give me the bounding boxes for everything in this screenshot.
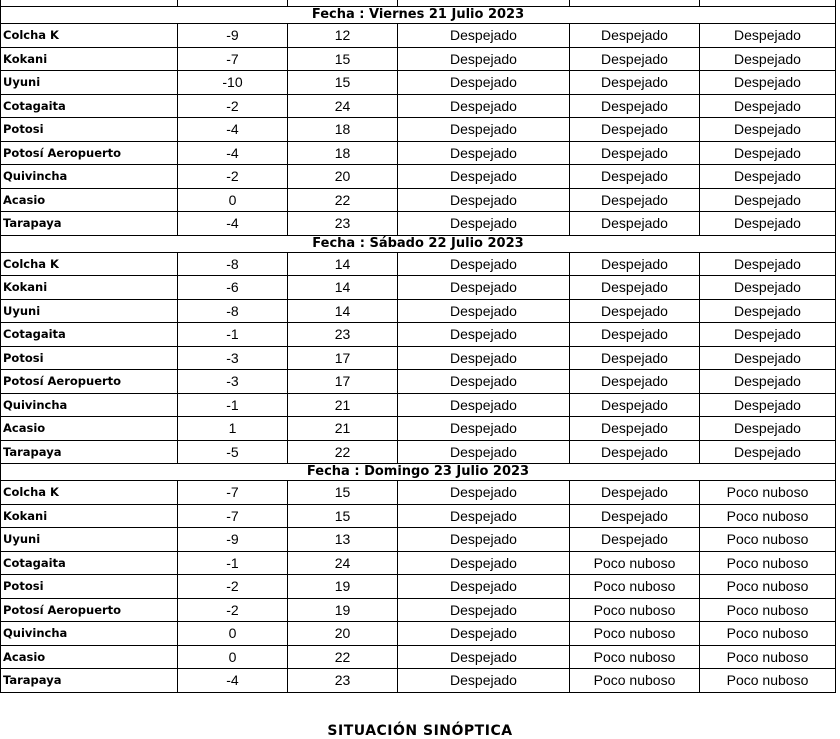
- condition-cell: Despejado: [570, 118, 700, 142]
- table-row: [1, 276, 836, 300]
- temp-min-cell: -2: [178, 598, 288, 622]
- station-name: Potosí Aeropuerto: [1, 598, 178, 622]
- condition-cell: Despejado: [398, 440, 570, 464]
- temp-min-cell: -4: [178, 212, 288, 236]
- temp-max-cell: 20: [288, 622, 398, 646]
- condition-cell: Despejado: [398, 528, 570, 552]
- condition-cell: Despejado: [570, 299, 700, 323]
- table-row: [1, 118, 836, 142]
- condition-cell: Poco nuboso: [700, 669, 836, 693]
- condition-cell: Poco nuboso: [700, 481, 836, 505]
- temp-max-cell: 20: [288, 165, 398, 189]
- temp-min-cell: -7: [178, 47, 288, 71]
- condition-cell: Despejado: [700, 417, 836, 441]
- temp-min-cell: -5: [178, 440, 288, 464]
- condition-cell: Despejado: [700, 346, 836, 370]
- condition-cell: Despejado: [700, 188, 836, 212]
- table-row: [1, 551, 836, 575]
- temp-max-cell: 15: [288, 47, 398, 71]
- temp-max-cell: 23: [288, 212, 398, 236]
- condition-cell: Despejado: [700, 47, 836, 71]
- condition-cell: Despejado: [700, 393, 836, 417]
- table-row: [1, 212, 836, 236]
- station-name: Potosi: [1, 575, 178, 599]
- condition-cell: Despejado: [570, 276, 700, 300]
- station-name: Potosi: [1, 346, 178, 370]
- condition-cell: Despejado: [398, 212, 570, 236]
- temp-min-cell: 0: [178, 188, 288, 212]
- table-row: [1, 24, 836, 48]
- condition-cell: Despejado: [700, 165, 836, 189]
- station-name: Cotagaita: [1, 94, 178, 118]
- station-name: Kokani: [1, 276, 178, 300]
- table-row: [1, 323, 836, 347]
- temp-min-cell: -2: [178, 575, 288, 599]
- temp-min-cell: -3: [178, 346, 288, 370]
- condition-cell: Poco nuboso: [700, 528, 836, 552]
- condition-cell: Despejado: [570, 393, 700, 417]
- condition-cell: Poco nuboso: [700, 645, 836, 669]
- condition-cell: Despejado: [570, 94, 700, 118]
- condition-cell: Poco nuboso: [570, 551, 700, 575]
- condition-cell: Despejado: [700, 370, 836, 394]
- temp-max-cell: 24: [288, 94, 398, 118]
- station-name: Tarapaya: [1, 669, 178, 693]
- date-label: Fecha : Domingo 23 Julio 2023: [1, 464, 836, 481]
- table-row: [1, 598, 836, 622]
- condition-cell: Despejado: [570, 440, 700, 464]
- condition-cell: Despejado: [398, 669, 570, 693]
- condition-cell: Despejado: [398, 118, 570, 142]
- section-title: SITUACIÓN SINÓPTICA: [327, 723, 513, 739]
- station-name: Colcha K: [1, 24, 178, 48]
- condition-cell: Poco nuboso: [570, 645, 700, 669]
- table-row: [1, 299, 836, 323]
- temp-min-cell: -7: [178, 504, 288, 528]
- condition-cell: Despejado: [398, 252, 570, 276]
- condition-cell: Despejado: [570, 47, 700, 71]
- station-name: Quivincha: [1, 393, 178, 417]
- station-name: Quivincha: [1, 622, 178, 646]
- temp-min-cell: -6: [178, 276, 288, 300]
- table-row: [1, 94, 836, 118]
- temp-min-cell: -8: [178, 252, 288, 276]
- condition-cell: Despejado: [398, 575, 570, 599]
- temp-min-cell: 0: [178, 622, 288, 646]
- temp-max-cell: 13: [288, 528, 398, 552]
- table-row: [1, 346, 836, 370]
- condition-cell: Despejado: [398, 504, 570, 528]
- table-row: [1, 622, 836, 646]
- temp-min-cell: 0: [178, 645, 288, 669]
- condition-cell: Despejado: [570, 528, 700, 552]
- condition-cell: Despejado: [700, 94, 836, 118]
- temp-max-cell: 15: [288, 504, 398, 528]
- table-row: [1, 188, 836, 212]
- table-row: [1, 440, 836, 464]
- condition-cell: Despejado: [570, 165, 700, 189]
- table-row: [1, 481, 836, 505]
- temp-min-cell: -1: [178, 323, 288, 347]
- table-row: [1, 528, 836, 552]
- condition-cell: Poco nuboso: [700, 575, 836, 599]
- condition-cell: Despejado: [398, 551, 570, 575]
- station-name: Uyuni: [1, 528, 178, 552]
- condition-cell: Poco nuboso: [700, 504, 836, 528]
- condition-cell: Despejado: [570, 370, 700, 394]
- condition-cell: Despejado: [700, 24, 836, 48]
- condition-cell: Despejado: [700, 276, 836, 300]
- date-header-row: [1, 7, 836, 24]
- temp-min-cell: 1: [178, 417, 288, 441]
- table-row: [1, 645, 836, 669]
- temp-max-cell: 21: [288, 393, 398, 417]
- condition-cell: Despejado: [398, 94, 570, 118]
- table-row: [1, 393, 836, 417]
- temp-max-cell: 12: [288, 24, 398, 48]
- table-row: [1, 669, 836, 693]
- condition-cell: Despejado: [398, 188, 570, 212]
- condition-cell: Despejado: [700, 440, 836, 464]
- station-name: Cotagaita: [1, 323, 178, 347]
- condition-cell: Despejado: [700, 323, 836, 347]
- condition-cell: Despejado: [398, 71, 570, 95]
- condition-cell: Despejado: [398, 370, 570, 394]
- condition-cell: Despejado: [570, 71, 700, 95]
- condition-cell: Despejado: [398, 645, 570, 669]
- condition-cell: Despejado: [398, 622, 570, 646]
- temp-min-cell: -4: [178, 141, 288, 165]
- table-row: [1, 141, 836, 165]
- temp-max-cell: 14: [288, 299, 398, 323]
- condition-cell: Despejado: [570, 417, 700, 441]
- station-name: Potosí Aeropuerto: [1, 141, 178, 165]
- station-name: Kokani: [1, 504, 178, 528]
- temp-max-cell: 14: [288, 252, 398, 276]
- condition-cell: Despejado: [570, 141, 700, 165]
- condition-cell: Poco nuboso: [570, 598, 700, 622]
- condition-cell: Despejado: [570, 504, 700, 528]
- condition-cell: Despejado: [570, 323, 700, 347]
- temp-min-cell: -4: [178, 118, 288, 142]
- condition-cell: Despejado: [398, 165, 570, 189]
- station-name: Tarapaya: [1, 212, 178, 236]
- station-name: Uyuni: [1, 71, 178, 95]
- condition-cell: Despejado: [398, 346, 570, 370]
- condition-cell: Despejado: [398, 598, 570, 622]
- station-name: Acasio: [1, 417, 178, 441]
- temp-max-cell: 14: [288, 276, 398, 300]
- table-row: [1, 417, 836, 441]
- temp-min-cell: -1: [178, 393, 288, 417]
- date-label: Fecha : Viernes 21 Julio 2023: [1, 7, 836, 24]
- condition-cell: Despejado: [570, 188, 700, 212]
- temp-max-cell: 19: [288, 598, 398, 622]
- condition-cell: Despejado: [398, 417, 570, 441]
- condition-cell: Despejado: [570, 481, 700, 505]
- condition-cell: Poco nuboso: [570, 622, 700, 646]
- temp-min-cell: -2: [178, 165, 288, 189]
- condition-cell: Despejado: [700, 71, 836, 95]
- temp-min-cell: -1: [178, 551, 288, 575]
- temp-max-cell: 17: [288, 370, 398, 394]
- station-name: Tarapaya: [1, 440, 178, 464]
- condition-cell: Despejado: [398, 323, 570, 347]
- temp-max-cell: 19: [288, 575, 398, 599]
- table-row: [1, 370, 836, 394]
- station-name: Quivincha: [1, 165, 178, 189]
- station-name: Uyuni: [1, 299, 178, 323]
- condition-cell: Despejado: [700, 118, 836, 142]
- temp-min-cell: -10: [178, 71, 288, 95]
- station-name: Colcha K: [1, 252, 178, 276]
- temp-min-cell: -7: [178, 481, 288, 505]
- temp-max-cell: 22: [288, 645, 398, 669]
- table-row: [1, 47, 836, 71]
- temp-max-cell: 21: [288, 417, 398, 441]
- condition-cell: Poco nuboso: [570, 669, 700, 693]
- condition-cell: Despejado: [570, 24, 700, 48]
- temp-max-cell: 15: [288, 481, 398, 505]
- station-name: Colcha K: [1, 481, 178, 505]
- table-row: [1, 504, 836, 528]
- date-label: Fecha : Sábado 22 Julio 2023: [1, 235, 836, 252]
- condition-cell: Poco nuboso: [570, 575, 700, 599]
- temp-max-cell: 23: [288, 323, 398, 347]
- temp-max-cell: 18: [288, 141, 398, 165]
- condition-cell: Despejado: [398, 393, 570, 417]
- temp-max-cell: 22: [288, 440, 398, 464]
- date-header-row: [1, 464, 836, 481]
- station-name: Potosí Aeropuerto: [1, 370, 178, 394]
- condition-cell: Despejado: [398, 481, 570, 505]
- temp-max-cell: 22: [288, 188, 398, 212]
- condition-cell: Despejado: [570, 252, 700, 276]
- temp-min-cell: -9: [178, 528, 288, 552]
- date-header-row: [1, 235, 836, 252]
- condition-cell: Despejado: [570, 212, 700, 236]
- table-row: [1, 575, 836, 599]
- condition-cell: Despejado: [398, 299, 570, 323]
- condition-cell: Poco nuboso: [700, 622, 836, 646]
- condition-cell: Despejado: [570, 346, 700, 370]
- condition-cell: Despejado: [700, 299, 836, 323]
- temp-max-cell: 18: [288, 118, 398, 142]
- condition-cell: Poco nuboso: [700, 551, 836, 575]
- temp-min-cell: -9: [178, 24, 288, 48]
- condition-cell: Despejado: [398, 276, 570, 300]
- temp-min-cell: -8: [178, 299, 288, 323]
- temp-max-cell: 15: [288, 71, 398, 95]
- condition-cell: Despejado: [398, 141, 570, 165]
- station-name: Potosi: [1, 118, 178, 142]
- table-row: [1, 71, 836, 95]
- condition-cell: Poco nuboso: [700, 598, 836, 622]
- condition-cell: Despejado: [700, 141, 836, 165]
- condition-cell: Despejado: [398, 47, 570, 71]
- station-name: Kokani: [1, 47, 178, 71]
- table-row: [1, 252, 836, 276]
- temp-min-cell: -4: [178, 669, 288, 693]
- table-row: [1, 165, 836, 189]
- condition-cell: Despejado: [700, 212, 836, 236]
- condition-cell: Despejado: [700, 252, 836, 276]
- station-name: Cotagaita: [1, 551, 178, 575]
- condition-cell: Despejado: [398, 24, 570, 48]
- temp-max-cell: 23: [288, 669, 398, 693]
- station-name: Acasio: [1, 645, 178, 669]
- temp-min-cell: -3: [178, 370, 288, 394]
- temp-max-cell: 24: [288, 551, 398, 575]
- temp-max-cell: 17: [288, 346, 398, 370]
- station-name: Acasio: [1, 188, 178, 212]
- temp-min-cell: -2: [178, 94, 288, 118]
